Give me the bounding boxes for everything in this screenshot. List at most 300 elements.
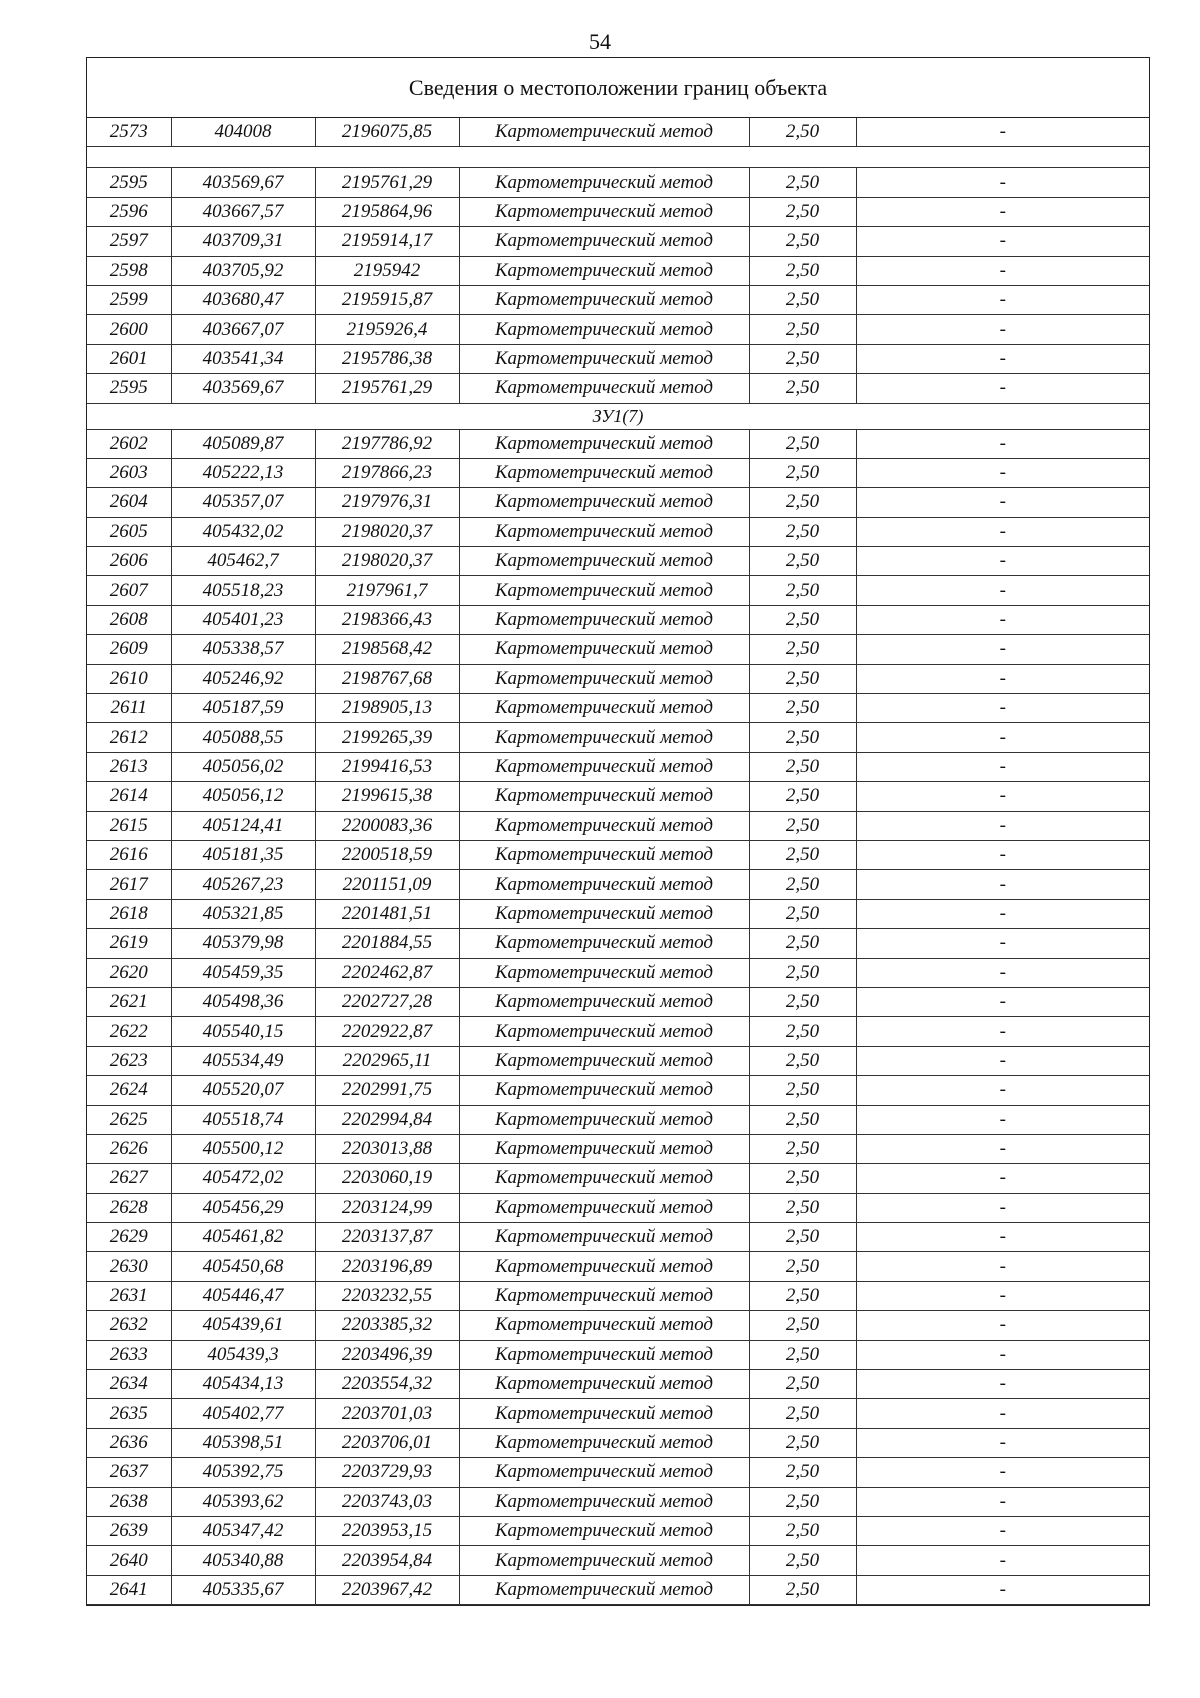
y-coordinate-cell: 2202462,87 [315,958,459,987]
table-row [87,1311,1149,1340]
x-coordinate-cell: 405439,3 [171,1340,315,1369]
description-cell: - [856,576,1149,605]
table-row [87,1340,1149,1369]
y-coordinate-cell: 2195786,38 [315,344,459,373]
y-coordinate-cell: 2201884,55 [315,929,459,958]
y-coordinate-cell: 2202965,11 [315,1046,459,1075]
point-number-cell: 2622 [87,1017,171,1046]
accuracy-cell: 2,50 [749,605,856,634]
y-coordinate-cell: 2199265,39 [315,723,459,752]
x-coordinate-cell: 405347,42 [171,1516,315,1545]
description-cell: - [856,1134,1149,1163]
method-cell: Картометрический метод [459,1017,749,1046]
method-cell: Картометрический метод [459,1252,749,1281]
accuracy-cell: 2,50 [749,256,856,285]
description-cell: - [856,1076,1149,1105]
x-coordinate-cell: 405534,49 [171,1046,315,1075]
accuracy-cell: 2,50 [749,840,856,869]
method-cell: Картометрический метод [459,285,749,314]
point-number-cell: 2621 [87,987,171,1016]
method-cell: Картометрический метод [459,635,749,664]
accuracy-cell: 2,50 [749,694,856,723]
method-cell: Картометрический метод [459,1046,749,1075]
x-coordinate-cell: 403569,67 [171,374,315,403]
accuracy-cell: 2,50 [749,118,856,147]
x-coordinate-cell: 405450,68 [171,1252,315,1281]
description-cell: - [856,1575,1149,1604]
accuracy-cell: 2,50 [749,752,856,781]
table-row [87,315,1149,344]
description-cell: - [856,782,1149,811]
y-coordinate-cell: 2195864,96 [315,197,459,226]
accuracy-cell: 2,50 [749,374,856,403]
table-row [87,374,1149,403]
x-coordinate-cell: 405402,77 [171,1399,315,1428]
point-number-cell: 2595 [87,168,171,197]
y-coordinate-cell: 2198020,37 [315,547,459,576]
method-cell: Картометрический метод [459,1428,749,1457]
accuracy-cell: 2,50 [749,227,856,256]
table-row [87,694,1149,723]
y-coordinate-cell: 2203954,84 [315,1546,459,1575]
point-number-cell: 2636 [87,1428,171,1457]
x-coordinate-cell: 405472,02 [171,1164,315,1193]
method-cell: Картометрический метод [459,1311,749,1340]
x-coordinate-cell: 405500,12 [171,1134,315,1163]
x-coordinate-cell: 405379,98 [171,929,315,958]
table-row [87,517,1149,546]
table-row [87,723,1149,752]
y-coordinate-cell: 2202994,84 [315,1105,459,1134]
description-cell: - [856,344,1149,373]
y-coordinate-cell: 2195942 [315,256,459,285]
accuracy-cell: 2,50 [749,1105,856,1134]
point-number-cell: 2634 [87,1370,171,1399]
x-coordinate-cell: 405246,92 [171,664,315,693]
blank-separator-row [87,147,1149,168]
y-coordinate-cell: 2203743,03 [315,1487,459,1516]
accuracy-cell: 2,50 [749,1252,856,1281]
description-cell: - [856,1399,1149,1428]
table-row [87,1370,1149,1399]
x-coordinate-cell: 403541,34 [171,344,315,373]
description-cell: - [856,664,1149,693]
point-number-cell: 2618 [87,899,171,928]
accuracy-cell: 2,50 [749,1076,856,1105]
x-coordinate-cell: 405181,35 [171,840,315,869]
point-number-cell: 2623 [87,1046,171,1075]
method-cell: Картометрический метод [459,227,749,256]
y-coordinate-cell: 2203060,19 [315,1164,459,1193]
table-row [87,1134,1149,1163]
table-row [87,752,1149,781]
table-title: Сведения о местоположении границ объекта [87,58,1149,118]
y-coordinate-cell: 2195914,17 [315,227,459,256]
method-cell: Картометрический метод [459,547,749,576]
page-number: 54 [589,29,611,54]
x-coordinate-cell: 405439,61 [171,1311,315,1340]
group-label: ЗУ1(7) [87,403,1149,429]
method-cell: Картометрический метод [459,315,749,344]
description-cell: - [856,458,1149,487]
method-cell: Картометрический метод [459,256,749,285]
description-cell: - [856,1017,1149,1046]
accuracy-cell: 2,50 [749,1223,856,1252]
table-row [87,118,1149,147]
x-coordinate-cell: 404008 [171,118,315,147]
method-cell: Картометрический метод [459,752,749,781]
table-row [87,429,1149,458]
y-coordinate-cell: 2199416,53 [315,752,459,781]
x-coordinate-cell: 405335,67 [171,1575,315,1604]
y-coordinate-cell: 2203967,42 [315,1575,459,1604]
x-coordinate-cell: 405338,57 [171,635,315,664]
description-cell: - [856,635,1149,664]
point-number-cell: 2599 [87,285,171,314]
point-number-cell: 2612 [87,723,171,752]
accuracy-cell: 2,50 [749,197,856,226]
x-coordinate-cell: 405520,07 [171,1076,315,1105]
description-cell: - [856,256,1149,285]
y-coordinate-cell: 2199615,38 [315,782,459,811]
accuracy-cell: 2,50 [749,1193,856,1222]
y-coordinate-cell: 2197961,7 [315,576,459,605]
y-coordinate-cell: 2203124,99 [315,1193,459,1222]
table-row [87,605,1149,634]
point-number-cell: 2626 [87,1134,171,1163]
table-row [87,1487,1149,1516]
method-cell: Картометрический метод [459,899,749,928]
y-coordinate-cell: 2203706,01 [315,1428,459,1457]
method-cell: Картометрический метод [459,811,749,840]
point-number-cell: 2630 [87,1252,171,1281]
accuracy-cell: 2,50 [749,1017,856,1046]
description-cell: - [856,1311,1149,1340]
accuracy-cell: 2,50 [749,1546,856,1575]
table-row [87,664,1149,693]
x-coordinate-cell: 405340,88 [171,1546,315,1575]
method-cell: Картометрический метод [459,344,749,373]
method-cell: Картометрический метод [459,1164,749,1193]
method-cell: Картометрический метод [459,429,749,458]
method-cell: Картометрический метод [459,1458,749,1487]
point-number-cell: 2617 [87,870,171,899]
x-coordinate-cell: 405432,02 [171,517,315,546]
method-cell: Картометрический метод [459,1281,749,1310]
point-number-cell: 2631 [87,1281,171,1310]
accuracy-cell: 2,50 [749,782,856,811]
description-cell: - [856,987,1149,1016]
method-cell: Картометрический метод [459,1546,749,1575]
point-number-cell: 2638 [87,1487,171,1516]
method-cell: Картометрический метод [459,723,749,752]
x-coordinate-cell: 405267,23 [171,870,315,899]
description-cell: - [856,870,1149,899]
accuracy-cell: 2,50 [749,1516,856,1545]
accuracy-cell: 2,50 [749,429,856,458]
y-coordinate-cell: 2195926,4 [315,315,459,344]
table-row [87,1575,1149,1604]
coordinates-table-body [87,118,1149,1605]
description-cell: - [856,1281,1149,1310]
description-cell: - [856,285,1149,314]
accuracy-cell: 2,50 [749,1311,856,1340]
table-row [87,870,1149,899]
x-coordinate-cell: 405321,85 [171,899,315,928]
x-coordinate-cell: 405187,59 [171,694,315,723]
x-coordinate-cell: 405357,07 [171,488,315,517]
table-row [87,1399,1149,1428]
method-cell: Картометрический метод [459,576,749,605]
description-cell: - [856,429,1149,458]
point-number-cell: 2628 [87,1193,171,1222]
y-coordinate-cell: 2198767,68 [315,664,459,693]
accuracy-cell: 2,50 [749,1164,856,1193]
point-number-cell: 2604 [87,488,171,517]
method-cell: Картометрический метод [459,929,749,958]
x-coordinate-cell: 405056,02 [171,752,315,781]
method-cell: Картометрический метод [459,1340,749,1369]
method-cell: Картометрический метод [459,840,749,869]
table-row [87,488,1149,517]
x-coordinate-cell: 403709,31 [171,227,315,256]
x-coordinate-cell: 405089,87 [171,429,315,458]
description-cell: - [856,752,1149,781]
x-coordinate-cell: 405088,55 [171,723,315,752]
x-coordinate-cell: 403569,67 [171,168,315,197]
y-coordinate-cell: 2202991,75 [315,1076,459,1105]
point-number-cell: 2613 [87,752,171,781]
y-coordinate-cell: 2203496,39 [315,1340,459,1369]
table-row [87,1105,1149,1134]
point-number-cell: 2603 [87,458,171,487]
description-cell: - [856,374,1149,403]
point-number-cell: 2607 [87,576,171,605]
description-cell: - [856,1164,1149,1193]
accuracy-cell: 2,50 [749,929,856,958]
y-coordinate-cell: 2203554,32 [315,1370,459,1399]
description-cell: - [856,694,1149,723]
y-coordinate-cell: 2201151,09 [315,870,459,899]
accuracy-cell: 2,50 [749,1428,856,1457]
x-coordinate-cell: 405498,36 [171,987,315,1016]
boundary-table-sheet [86,57,1150,1606]
y-coordinate-cell: 2203953,15 [315,1516,459,1545]
y-coordinate-cell: 2203232,55 [315,1281,459,1310]
table-row [87,1546,1149,1575]
table-row [87,197,1149,226]
method-cell: Картометрический метод [459,605,749,634]
description-cell: - [856,1252,1149,1281]
description-cell: - [856,605,1149,634]
description-cell: - [856,1428,1149,1457]
accuracy-cell: 2,50 [749,1134,856,1163]
accuracy-cell: 2,50 [749,1370,856,1399]
method-cell: Картометрический метод [459,870,749,899]
table-row [87,782,1149,811]
description-cell: - [856,811,1149,840]
description-cell: - [856,168,1149,197]
point-number-cell: 2608 [87,605,171,634]
method-cell: Картометрический метод [459,458,749,487]
table-row [87,811,1149,840]
table-row [87,227,1149,256]
x-coordinate-cell: 405461,82 [171,1223,315,1252]
accuracy-cell: 2,50 [749,168,856,197]
x-coordinate-cell: 405540,15 [171,1017,315,1046]
x-coordinate-cell: 405398,51 [171,1428,315,1457]
y-coordinate-cell: 2203701,03 [315,1399,459,1428]
method-cell: Картометрический метод [459,197,749,226]
x-coordinate-cell: 405456,29 [171,1193,315,1222]
description-cell: - [856,929,1149,958]
table-row [87,1164,1149,1193]
method-cell: Картометрический метод [459,118,749,147]
description-cell: - [856,899,1149,928]
x-coordinate-cell: 405434,13 [171,1370,315,1399]
x-coordinate-cell: 405393,62 [171,1487,315,1516]
x-coordinate-cell: 405401,23 [171,605,315,634]
description-cell: - [856,547,1149,576]
point-number-cell: 2601 [87,344,171,373]
method-cell: Картометрический метод [459,1105,749,1134]
method-cell: Картометрический метод [459,694,749,723]
y-coordinate-cell: 2197786,92 [315,429,459,458]
description-cell: - [856,315,1149,344]
point-number-cell: 2629 [87,1223,171,1252]
table-row [87,1516,1149,1545]
description-cell: - [856,1370,1149,1399]
method-cell: Картометрический метод [459,168,749,197]
table-row [87,1046,1149,1075]
point-number-cell: 2616 [87,840,171,869]
accuracy-cell: 2,50 [749,344,856,373]
x-coordinate-cell: 405222,13 [171,458,315,487]
description-cell: - [856,1516,1149,1545]
accuracy-cell: 2,50 [749,723,856,752]
method-cell: Картометрический метод [459,1370,749,1399]
accuracy-cell: 2,50 [749,1340,856,1369]
x-coordinate-cell: 405446,47 [171,1281,315,1310]
method-cell: Картометрический метод [459,374,749,403]
point-number-cell: 2609 [87,635,171,664]
point-number-cell: 2611 [87,694,171,723]
x-coordinate-cell: 405056,12 [171,782,315,811]
table-row [87,1223,1149,1252]
accuracy-cell: 2,50 [749,1458,856,1487]
table-row [87,1428,1149,1457]
point-number-cell: 2635 [87,1399,171,1428]
x-coordinate-cell: 403667,07 [171,315,315,344]
table-row [87,458,1149,487]
method-cell: Картометрический метод [459,782,749,811]
point-number-cell: 2573 [87,118,171,147]
point-number-cell: 2641 [87,1575,171,1604]
table-row [87,958,1149,987]
table-row [87,929,1149,958]
point-number-cell: 2624 [87,1076,171,1105]
point-number-cell: 2640 [87,1546,171,1575]
description-cell: - [856,197,1149,226]
table-row [87,1252,1149,1281]
point-number-cell: 2619 [87,929,171,958]
table-row [87,1458,1149,1487]
y-coordinate-cell: 2203137,87 [315,1223,459,1252]
method-cell: Картометрический метод [459,1076,749,1105]
point-number-cell: 2610 [87,664,171,693]
accuracy-cell: 2,50 [749,458,856,487]
description-cell: - [856,118,1149,147]
method-cell: Картометрический метод [459,1399,749,1428]
accuracy-cell: 2,50 [749,987,856,1016]
y-coordinate-cell: 2198568,42 [315,635,459,664]
method-cell: Картометрический метод [459,664,749,693]
point-number-cell: 2600 [87,315,171,344]
point-number-cell: 2639 [87,1516,171,1545]
point-number-cell: 2614 [87,782,171,811]
description-cell: - [856,1546,1149,1575]
y-coordinate-cell: 2198366,43 [315,605,459,634]
point-number-cell: 2598 [87,256,171,285]
accuracy-cell: 2,50 [749,1575,856,1604]
table-row [87,285,1149,314]
x-coordinate-cell: 405392,75 [171,1458,315,1487]
description-cell: - [856,227,1149,256]
point-number-cell: 2595 [87,374,171,403]
point-number-cell: 2637 [87,1458,171,1487]
description-cell: - [856,1458,1149,1487]
table-row [87,168,1149,197]
x-coordinate-cell: 403667,57 [171,197,315,226]
table-row [87,256,1149,285]
point-number-cell: 2633 [87,1340,171,1369]
accuracy-cell: 2,50 [749,635,856,664]
method-cell: Картометрический метод [459,987,749,1016]
y-coordinate-cell: 2197976,31 [315,488,459,517]
table-row [87,840,1149,869]
method-cell: Картометрический метод [459,1575,749,1604]
description-cell: - [856,488,1149,517]
point-number-cell: 2632 [87,1311,171,1340]
x-coordinate-cell: 405518,23 [171,576,315,605]
description-cell: - [856,1340,1149,1369]
table-row [87,547,1149,576]
accuracy-cell: 2,50 [749,1281,856,1310]
y-coordinate-cell: 2200518,59 [315,840,459,869]
x-coordinate-cell: 405518,74 [171,1105,315,1134]
description-cell: - [856,840,1149,869]
y-coordinate-cell: 2195915,87 [315,285,459,314]
y-coordinate-cell: 2203196,89 [315,1252,459,1281]
accuracy-cell: 2,50 [749,1487,856,1516]
point-number-cell: 2606 [87,547,171,576]
table-row [87,576,1149,605]
y-coordinate-cell: 2195761,29 [315,374,459,403]
accuracy-cell: 2,50 [749,870,856,899]
table-row [87,1017,1149,1046]
description-cell: - [856,1193,1149,1222]
point-number-cell: 2602 [87,429,171,458]
accuracy-cell: 2,50 [749,664,856,693]
point-number-cell: 2605 [87,517,171,546]
y-coordinate-cell: 2203729,93 [315,1458,459,1487]
description-cell: - [856,723,1149,752]
table-row [87,1193,1149,1222]
method-cell: Картометрический метод [459,1193,749,1222]
accuracy-cell: 2,50 [749,285,856,314]
accuracy-cell: 2,50 [749,811,856,840]
method-cell: Картометрический метод [459,488,749,517]
